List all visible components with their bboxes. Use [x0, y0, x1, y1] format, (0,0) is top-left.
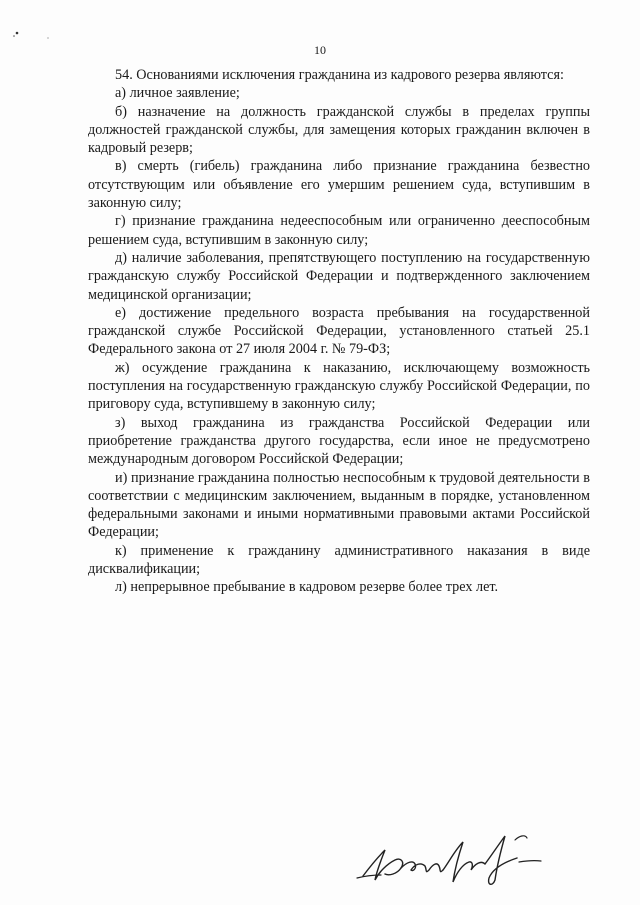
clause-zh: ж) осуждение гражданина к наказанию, исключающему возможность поступления на государственную гражданскую службу Российской Федерации, по приговору суда, вступившему в законную силу;: [88, 359, 590, 413]
clause-heading: 54. Основаниями исключения гражданина из кадрового резерва являются:: [115, 67, 564, 83]
clause-z: з) выход гражданина из гражданства Российской Федерации или приобретение гражданства другого государства, если иное не предусмотрено международным договором Российской Федерации;: [88, 414, 590, 468]
clause-b: б) назначение на должность гражданской службы в пределах группы должностей гражданской службы, для замещения которых гражданин включен в кадровый резерв;: [88, 103, 590, 157]
document-body: [88, 66, 590, 597]
clause-e: е) достижение предельного возраста пребывания на государственной гражданской службе Российской Федерации, установленного статьей 25.1 Федерального закона от 27 июля 2004 г. № 79-ФЗ;: [88, 304, 590, 358]
clause-g: г) признание гражданина недееспособным или ограниченно дееспособным решением суда, вступившим в законную силу;: [88, 213, 590, 248]
page-number: 10: [314, 43, 326, 57]
clause-d: д) наличие заболевания, препятствующего поступлению на государственную гражданскую службу Российской Федерации и подтвержденного заключением медицинской организации;: [88, 249, 590, 303]
clause-v: в) смерть (гибель) гражданина либо признание гражданина безвестно отсутствующим или объявление его умершим решением суда, вступившим в законную силу;: [88, 158, 590, 212]
signature-icon: [355, 828, 555, 890]
clause-a: а) личное заявление;: [115, 85, 240, 102]
clause-l: л) непрерывное пребывание в кадровом резерве более трех лет.: [115, 579, 499, 596]
clause-k: к) применение к гражданину административного наказания в виде дисквалификации;: [88, 542, 590, 578]
clause-i: и) признание гражданина полностью неспособным к трудовой деятельности в соответствии с медицинским заключением, выданным в порядке, установленном федеральными законами и иными нормативными правовыми актами Российской Федерации;: [88, 469, 590, 541]
